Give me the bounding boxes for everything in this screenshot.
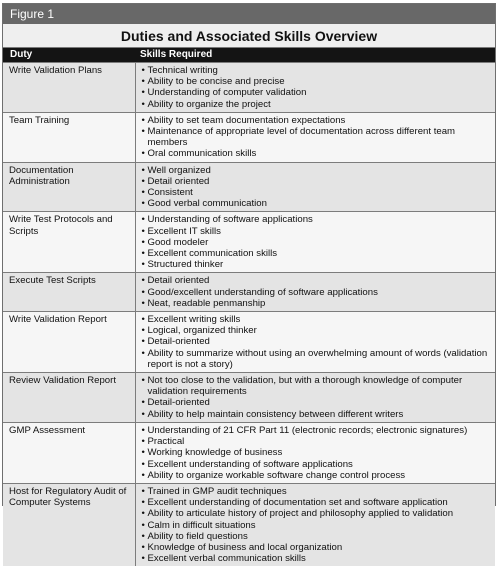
skill-item <box>142 248 492 259</box>
page-title: Duties and Associated Skills Overview <box>3 24 495 48</box>
skill-text: Ability to organize workable software change control process <box>148 470 406 481</box>
skills-list <box>142 486 492 564</box>
skills-list <box>142 425 492 481</box>
skill-item <box>142 375 492 397</box>
table-row <box>3 373 495 423</box>
skill-item <box>142 436 492 447</box>
skill-text: Detail-oriented <box>148 336 210 347</box>
skills-list <box>142 115 492 160</box>
skill-item <box>142 237 492 248</box>
skill-item <box>142 531 492 542</box>
skill-text: Logical, organized thinker <box>148 325 257 336</box>
skill-text: Detail-oriented <box>148 397 210 408</box>
skill-item <box>142 336 492 347</box>
table-row <box>3 212 495 273</box>
skill-item <box>142 214 492 225</box>
duty-cell: Execute Test Scripts <box>3 273 135 312</box>
skill-item <box>142 65 492 76</box>
skill-item <box>142 126 492 148</box>
skill-item <box>142 226 492 237</box>
skills-list <box>142 214 492 270</box>
skill-item <box>142 187 492 198</box>
skill-text: Detail oriented <box>148 176 210 187</box>
skills-list <box>142 275 492 309</box>
skill-text: Ability to organize the project <box>148 99 271 110</box>
skill-item <box>142 325 492 336</box>
skill-text: Trained in GMP audit techniques <box>148 486 287 497</box>
skill-item <box>142 99 492 110</box>
duty-cell: Write Validation Report <box>3 312 135 373</box>
skill-item <box>142 542 492 553</box>
skill-text: Detail oriented <box>148 275 210 286</box>
table-row <box>3 162 495 212</box>
skill-item <box>142 553 492 564</box>
skill-text: Excellent communication skills <box>148 248 278 259</box>
skill-item <box>142 76 492 87</box>
skill-text: Ability to set team documentation expectations <box>148 115 346 126</box>
skill-text: Structured thinker <box>148 259 224 270</box>
figure-label: Figure 1 <box>3 4 495 24</box>
skill-text: Knowledge of business and local organization <box>148 542 343 553</box>
skill-text: Working knowledge of business <box>148 447 283 458</box>
skills-cell <box>135 373 495 423</box>
skill-text: Understanding of 21 CFR Part 11 (electronic records; electronic signatures) <box>148 425 468 436</box>
skill-text: Ability to summarize without using an overwhelming amount of words (validation report is not a story) <box>148 348 488 370</box>
duty-cell: Host for Regulatory Audit of Computer Systems <box>3 483 135 566</box>
skills-cell <box>135 63 495 113</box>
skill-text: Excellent writing skills <box>148 314 241 325</box>
table-row <box>3 483 495 566</box>
figure-panel <box>2 3 496 506</box>
skill-item <box>142 287 492 298</box>
skill-item <box>142 314 492 325</box>
skill-text: Excellent IT skills <box>148 226 221 237</box>
table-row <box>3 63 495 113</box>
duty-cell: Documentation Administration <box>3 162 135 212</box>
skill-item <box>142 425 492 436</box>
skills-table <box>3 48 495 566</box>
duty-cell: Write Validation Plans <box>3 63 135 113</box>
duty-cell: Write Test Protocols and Scripts <box>3 212 135 273</box>
skill-text: Excellent understanding of documentation set and software application <box>148 497 448 508</box>
skill-item <box>142 259 492 270</box>
skills-cell <box>135 312 495 373</box>
table-row <box>3 112 495 162</box>
duty-cell: GMP Assessment <box>3 422 135 483</box>
table-header-row <box>3 48 495 63</box>
table-row <box>3 422 495 483</box>
duty-cell: Team Training <box>3 112 135 162</box>
skill-text: Ability to be concise and precise <box>148 76 285 87</box>
skill-text: Not too close to the validation, but with a thorough knowledge of computer validation requirements <box>148 375 463 397</box>
skill-item <box>142 165 492 176</box>
table-row <box>3 273 495 312</box>
skill-item <box>142 497 492 508</box>
skill-item <box>142 470 492 481</box>
skill-text: Understanding of computer validation <box>148 87 307 98</box>
skill-text: Well organized <box>148 165 211 176</box>
skill-text: Practical <box>148 436 185 447</box>
table-row <box>3 312 495 373</box>
skill-item <box>142 486 492 497</box>
skills-list <box>142 165 492 210</box>
skill-item <box>142 148 492 159</box>
skill-item <box>142 447 492 458</box>
skills-list <box>142 65 492 110</box>
skill-text: Oral communication skills <box>148 148 257 159</box>
skill-text: Good verbal communication <box>148 198 267 209</box>
skill-text: Technical writing <box>148 65 218 76</box>
skill-item <box>142 298 492 309</box>
skills-cell <box>135 162 495 212</box>
skills-cell <box>135 422 495 483</box>
skill-text: Understanding of software applications <box>148 214 313 225</box>
skill-item <box>142 397 492 408</box>
column-header-duty: Duty <box>3 48 135 63</box>
skill-item <box>142 115 492 126</box>
skill-item <box>142 508 492 519</box>
skill-text: Excellent understanding of software applications <box>148 459 353 470</box>
skill-text: Good modeler <box>148 237 209 248</box>
skills-list <box>142 375 492 420</box>
skills-cell <box>135 112 495 162</box>
skill-item <box>142 348 492 370</box>
skill-item <box>142 520 492 531</box>
skill-text: Neat, readable penmanship <box>148 298 266 309</box>
skill-item <box>142 176 492 187</box>
table-body <box>3 63 495 566</box>
skill-text: Excellent verbal communication skills <box>148 553 306 564</box>
skill-item <box>142 87 492 98</box>
skills-list <box>142 314 492 370</box>
column-header-skills: Skills Required <box>135 48 495 63</box>
skill-text: Ability to articulate history of project and philosophy applied to validation <box>148 508 454 519</box>
duty-cell: Review Validation Report <box>3 373 135 423</box>
skill-text: Consistent <box>148 187 193 198</box>
skills-cell <box>135 273 495 312</box>
skills-cell <box>135 483 495 566</box>
skill-text: Maintenance of appropriate level of documentation across different team members <box>148 126 456 148</box>
skill-text: Calm in difficult situations <box>148 520 256 531</box>
skill-item <box>142 409 492 420</box>
skill-text: Ability to field questions <box>148 531 248 542</box>
skill-item <box>142 459 492 470</box>
skill-text: Ability to help maintain consistency between different writers <box>148 409 404 420</box>
skills-cell <box>135 212 495 273</box>
skill-text: Good/excellent understanding of software applications <box>148 287 378 298</box>
skill-item <box>142 275 492 286</box>
skill-item <box>142 198 492 209</box>
